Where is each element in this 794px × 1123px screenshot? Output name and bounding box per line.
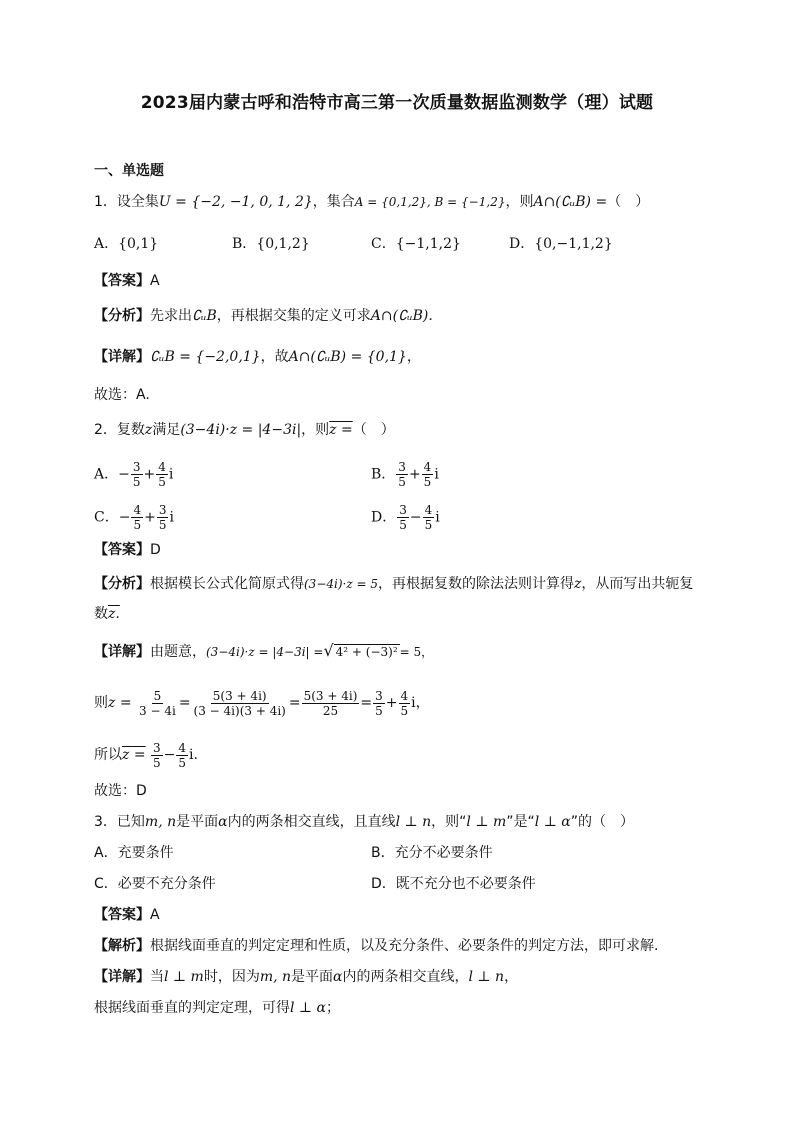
q3-detail-e: ， [504,969,519,985]
num: 3 [375,688,383,703]
q1-option-b: B．{0,1,2} [232,236,310,252]
q2-calc-then: 则 [94,695,108,711]
q2-option-c-sign: − [118,509,131,526]
q2-option-a [94,460,173,489]
q2-analysis-z: z [573,576,582,592]
num: 4 [423,460,432,474]
q2-result-frac-1 [151,741,163,770]
q2-answer [94,540,161,560]
q1-detail-end: ， [406,349,421,365]
page-title: 2023届内蒙古呼和浩特市高三第一次质量数据监测数学（理）试题 [140,93,654,113]
q2-analysis-text-d: 数 [94,606,108,622]
num: 4 [158,460,166,474]
q2-option-b-frac-1 [396,460,408,489]
num: 3 [399,503,407,517]
q3-analysis [94,936,658,956]
q2-result: 所以z = $\frac{3}{5}$ − $\frac{4}{5}$ i. [94,740,198,770]
q2-option-b-frac-2 [422,460,434,489]
q2-option-a-op: + [143,466,156,483]
q1-answer-value: A [150,273,160,289]
q2-option-a-i: i [168,466,174,483]
q2-result-frac-2 [176,741,188,770]
q2-stem-end: （ ） [352,422,395,438]
q2-detail-text: 由题意， [150,644,206,660]
den: 5 [375,703,383,718]
den: 5 [400,703,409,718]
q3-stem-then: ，则“ [431,814,467,830]
q3-detail-lm: l ⊥ m [164,969,204,985]
q1-analysis-expr-2: A∩(∁ᵤB). [370,308,433,324]
q2-analysis-line-1 [94,574,693,594]
q1-set-u: U = {−2, −1, 0, 1, 2} [158,194,313,210]
q3-detail-line2-text: 根据线面垂直的判定定理，可得 [94,1000,290,1016]
q3-ln: l ⊥ n [395,814,432,830]
q2-analysis-expr: (3−4i)·z = 5 [304,577,378,591]
q3-la: l ⊥ α [534,814,571,830]
q3-stem-mid2: 内的两条相交直线，且直线 [227,814,396,830]
q2-analysis-text-a: 根据模长公式化简原式得 [150,576,304,592]
answer-label: 【答案】 [94,273,150,289]
q2-analysis-zbar: z. [108,606,120,622]
q2-result-so: 所以 [94,747,122,763]
detail-label: 【详解】 [94,349,150,365]
num: 4 [133,503,142,517]
q2-z: z [144,422,153,438]
detail-label: 【详解】 [94,969,150,985]
q3-alpha: α [218,814,228,830]
den: 5 [132,475,141,489]
question-3-stem [94,812,634,832]
q3-detail-a: 当 [150,969,164,985]
q2-calc-z: z = [108,695,132,711]
q1-answer [94,271,160,291]
q2-analysis-line-2 [94,604,120,624]
den: 3 − 4i [139,703,176,718]
q3-lm: l ⊥ m [466,814,507,830]
q2-detail-eq: = 5， [399,645,434,659]
q2-calc: 则z = $\frac{5}{3 - 4i}$ = $\frac{5(3 + 4i)}{(3 - 4i)(3 + 4i)}$ = $\frac{5(3 + 4i)}{25}$ = $\frac{3}{5}$ + $\frac{4}{5}$ i， [94,688,430,718]
q3-stem-end: ”的（ ） [570,814,635,830]
q2-option-b [371,460,439,489]
q3-answer [94,905,160,925]
q2-stem-prefix: 2．复数 [94,422,145,438]
q2-option-d-label: D． [371,509,397,526]
num: 4 [178,740,187,755]
q2-option-c-i: i [169,509,174,526]
q2-stem-then: ，则 [301,422,330,438]
q1-analysis-expr-1: ∁ᵤB [192,308,217,324]
den: (3 − 4i)(3 + 4i) [193,703,286,718]
q2-answer-value: D [150,542,161,558]
q3-detail-b: 时，因为 [203,969,260,985]
q3-stem-mid: 是平面 [176,814,219,830]
den: 5 [158,475,166,489]
q2-zbar: z = [329,422,353,438]
q2-calc-frac-3 [302,689,360,718]
q2-calc-frac-4 [373,689,385,718]
q1-stem-prefix: 1．设全集 [94,194,159,210]
detail-label: 【详解】 [94,644,150,660]
q3-detail-line2-expr: l ⊥ α [290,1000,326,1016]
analysis-label: 【分析】 [94,308,150,324]
question-1-stem [94,192,649,212]
q2-result-end: i. [189,747,198,763]
q1-analysis [94,306,433,326]
q3-detail-alpha: α [333,969,343,985]
q3-stem-prefix: 3．已知 [94,814,145,830]
q2-option-b-i: i [434,466,439,483]
q2-option-c-op: + [144,509,156,526]
q2-detail-expr: (3−4i)·z = |4−3i| = [206,645,324,659]
q3-detail-c: 是平面 [291,969,334,985]
q3-detail [94,967,518,987]
q2-stem-mid: 满足 [152,422,181,438]
q1-detail-expr-1: ∁ᵤB = {−2,0,1} [150,349,261,365]
q3-answer-value: A [150,907,160,923]
q2-option-c-frac-2 [157,503,169,532]
q3-option-d: D．既不充分也不必要条件 [371,876,536,892]
num: 3 [398,460,406,474]
q3-analysis-text: 根据线面垂直的判定定理和性质，以及充分条件、必要条件的判定方法，即可求解. [150,938,659,954]
num: 5 [153,688,162,703]
q1-choose: 故选：A. [94,387,150,403]
q2-option-c-frac-1 [131,503,143,532]
den: 5 [178,755,187,770]
q3-detail-d: 内的两条相交直线， [342,969,469,985]
section-heading: 一、单选题 [94,163,164,179]
question-2-stem [94,420,395,440]
num: 5(3 + 4i) [303,688,358,703]
q2-option-d-frac-1 [397,503,409,532]
den: 5 [153,755,161,770]
q2-option-c-label: C． [94,509,119,526]
q2-result-zbar: z = [122,747,146,763]
q2-calc-end: ， [415,695,430,711]
q2-option-d [371,503,440,532]
q2-choose: 故选：D [94,783,147,799]
q1-analysis-text-2: ，再根据交集的定义可求 [216,308,371,324]
num: 5(3 + 4i) [212,688,267,703]
q1-stem-end: （ ） [607,194,650,210]
den: 5 [398,475,406,489]
q2-option-d-op: − [409,509,422,526]
q2-expression: (3−4i)·z = |4−3i| [180,422,302,438]
q1-option-d: D．{0,−1,1,2} [509,236,613,252]
q2-calc-frac-2 [192,689,288,718]
num: 4 [424,503,433,517]
q2-option-a-frac-1 [131,460,143,489]
q1-detail-expr-2: A∩(∁ᵤB) = {0,1} [288,349,407,365]
q2-option-b-label: B． [371,466,396,483]
q2-detail-sqrt: 4² + (−3)² [335,645,398,659]
num: 4 [400,688,409,703]
q2-option-a-label: A． [94,466,119,483]
den: 5 [158,518,167,532]
q1-detail-text: ，故 [260,349,289,365]
den: 5 [399,518,407,532]
q2-detail [94,641,433,662]
q1-analysis-text: 先求出 [150,308,192,324]
den: 5 [424,518,433,532]
q3-mn: m, n [144,814,177,830]
q1-detail [94,347,421,367]
q2-option-d-i: i [435,509,440,526]
q2-option-a-frac-2 [156,460,168,489]
q2-calc-frac-5 [399,689,411,718]
q3-detail-mn: m, n [259,969,292,985]
num: 3 [132,460,141,474]
den: 5 [423,475,432,489]
analysis-label: 【分析】 [94,576,150,592]
answer-label: 【答案】 [94,907,150,923]
num: 3 [158,503,167,517]
num: 3 [153,740,161,755]
q1-stem-then: ，则 [505,194,534,210]
q1-sets: A = {0,1,2}, B = {−1,2} [354,195,506,209]
q1-stem-mid: ，集合 [312,194,355,210]
q2-option-a-sign: − [118,466,130,483]
q2-analysis-text-b: ，再根据复数的除法法则计算得 [377,576,574,592]
q3-option-a: A．充要条件 [94,845,174,861]
q3-option-b: B．充分不必要条件 [371,845,493,861]
q2-option-c [94,503,174,532]
q1-expression: A∩(∁ᵤB) = [533,194,608,210]
q3-stem-is: ”是“ [506,814,535,830]
q2-option-d-frac-2 [423,503,435,532]
den: 5 [133,518,142,532]
den: 25 [322,703,339,718]
q2-calc-frac-1 [137,689,178,718]
q3-option-c: C．必要不充分条件 [94,876,216,892]
q2-option-b-op: + [408,466,421,483]
answer-label: 【答案】 [94,542,150,558]
sqrt-sign: √ [323,641,334,660]
q3-detail-ln: l ⊥ n [468,969,505,985]
analysis-label: 【解析】 [94,938,150,954]
q3-detail-line2-end: ； [326,1000,340,1016]
q3-detail-line-2 [94,998,340,1018]
q1-option-a: A．{0,1} [94,236,159,252]
q2-analysis-text-c: ，从而写出共轭复 [581,576,694,592]
q1-option-c: C．{−1,1,2} [371,236,461,252]
